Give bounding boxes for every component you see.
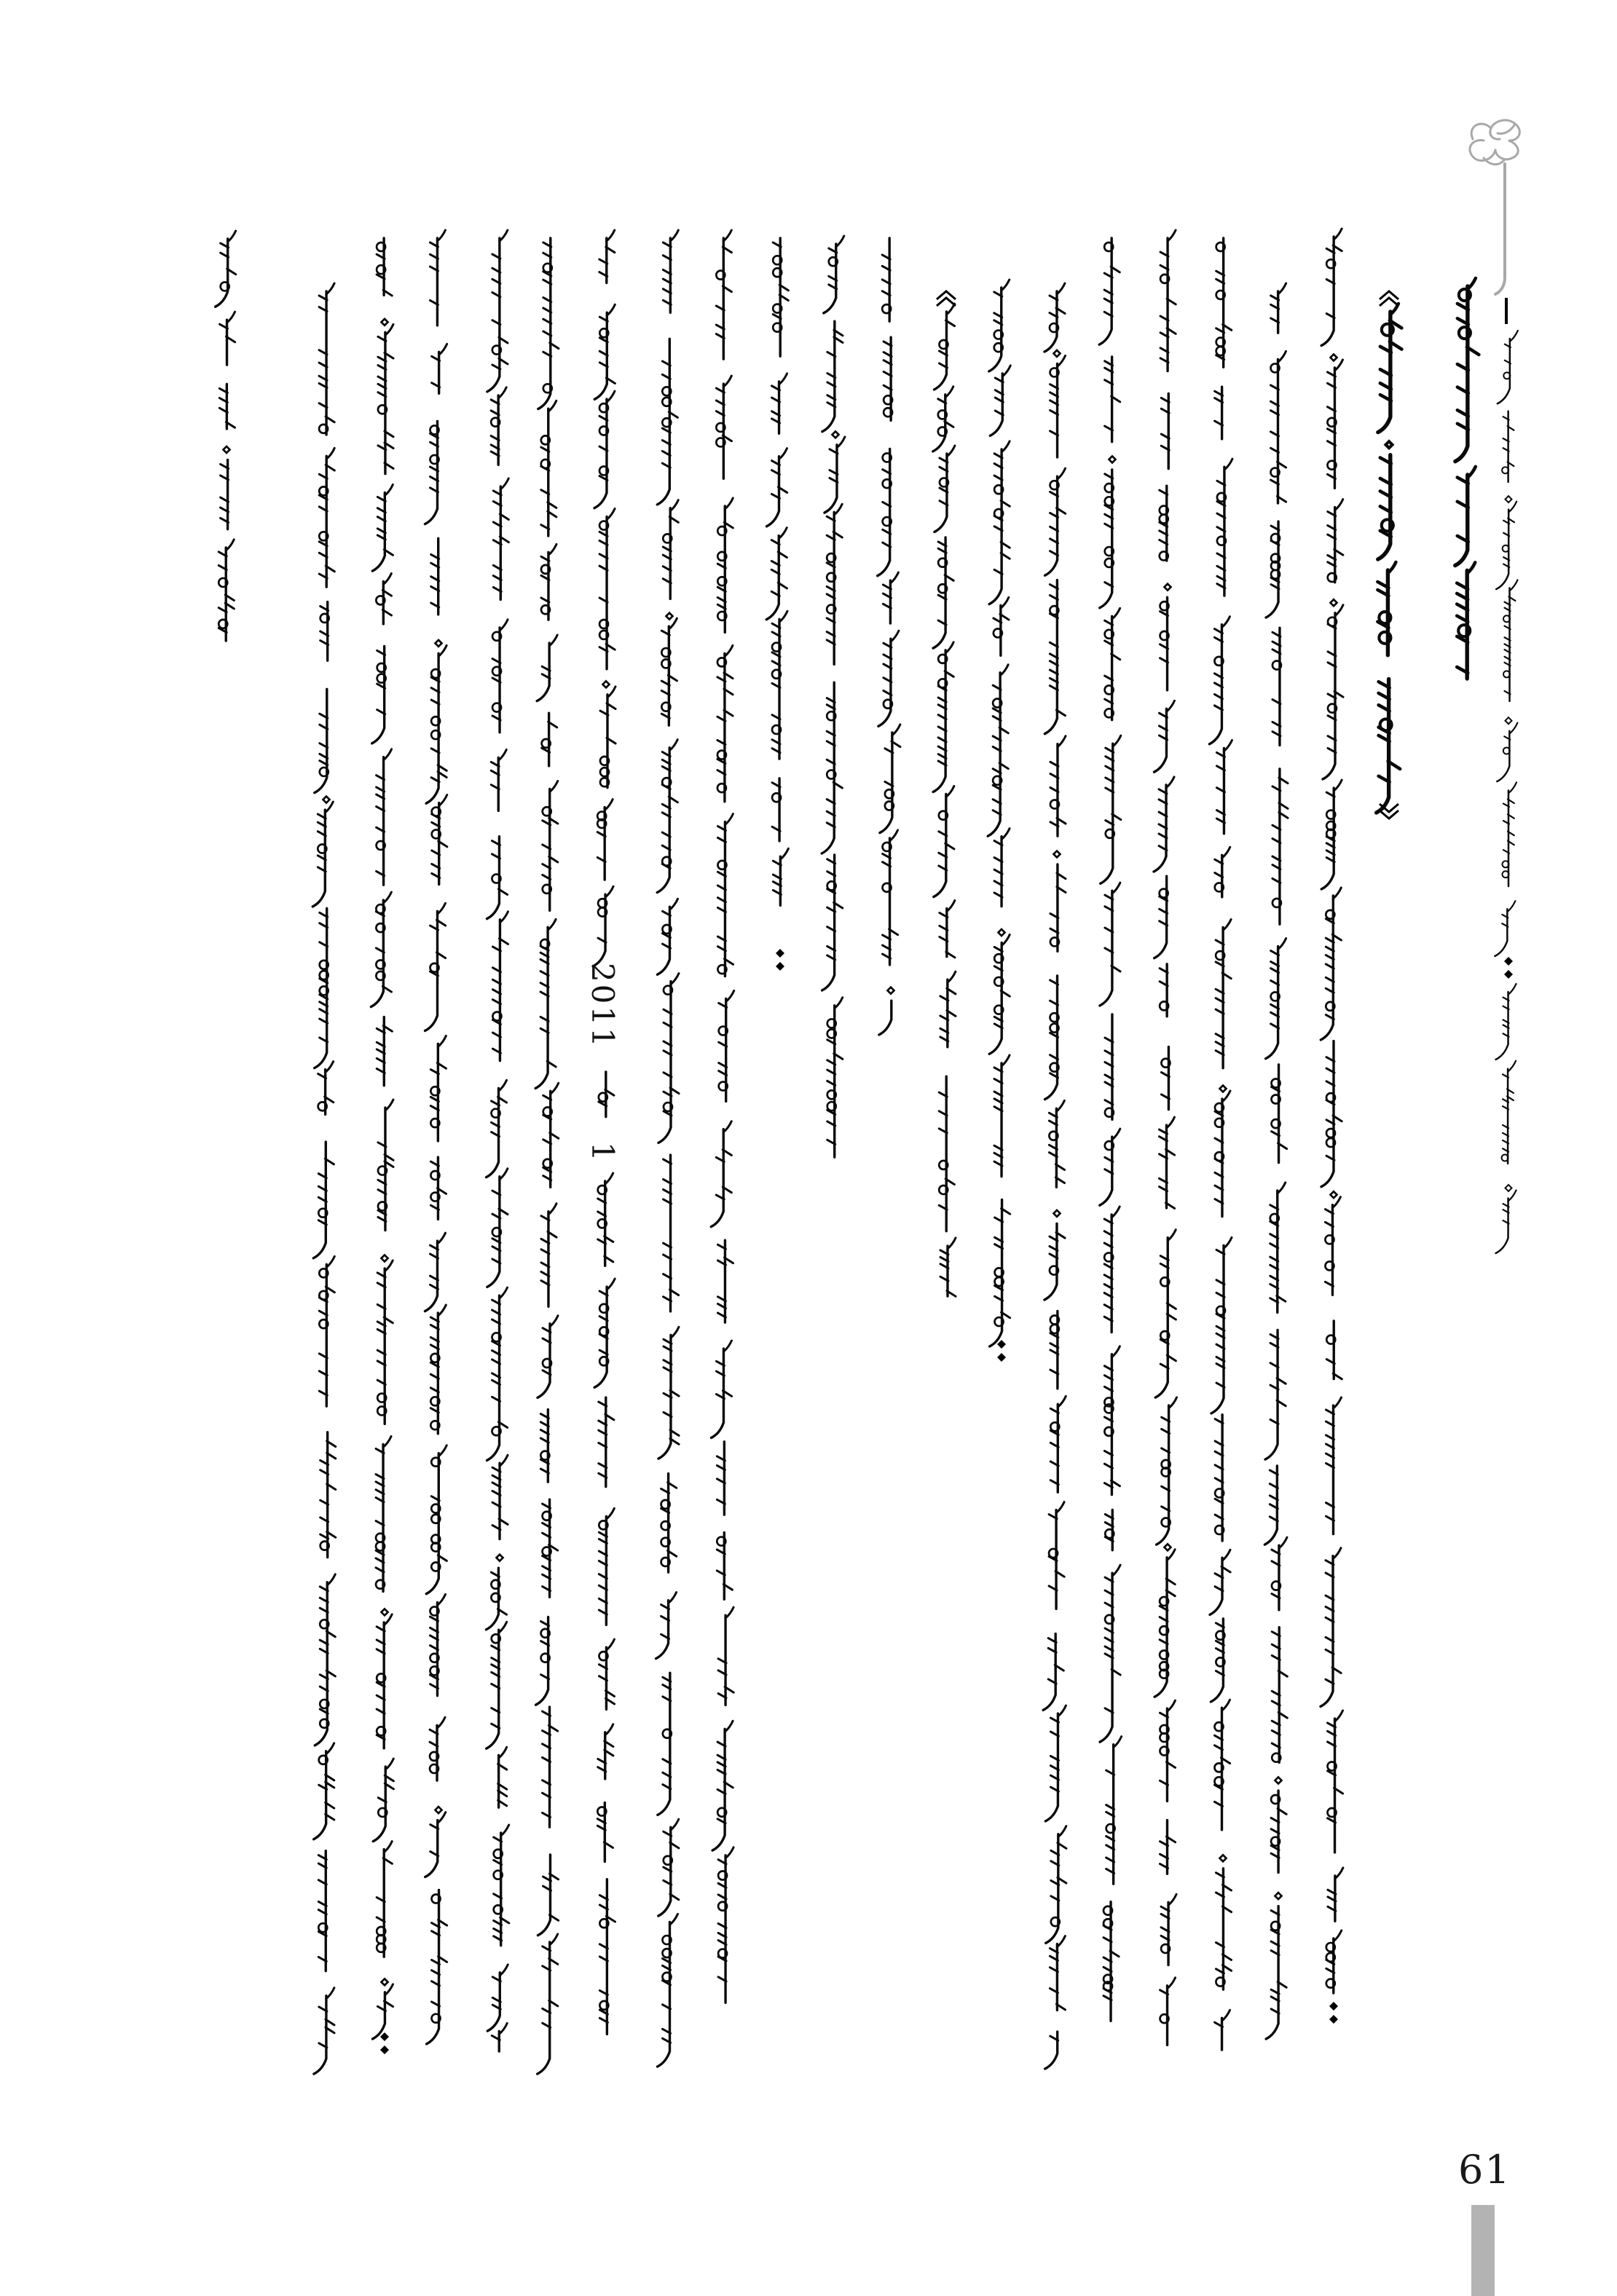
text-column <box>1209 238 1232 2050</box>
inline-issue-number: 1 <box>585 1142 621 1161</box>
text-column <box>822 236 845 1157</box>
text-column <box>878 238 900 1035</box>
final-punctuation-mark <box>1329 2002 1338 2024</box>
final-punctuation-mark <box>997 1340 1006 1362</box>
text-column <box>535 238 559 2074</box>
final-punctuation-mark <box>380 2032 389 2054</box>
text-column <box>766 238 788 971</box>
text-column <box>1154 230 1177 2045</box>
text-column <box>1099 238 1121 2021</box>
page-edge-bar <box>1471 2205 1495 2296</box>
text-column <box>216 231 236 641</box>
final-punctuation-mark <box>1504 957 1513 979</box>
quote-close-mark <box>1380 804 1398 818</box>
text-column <box>425 230 446 2044</box>
text-column <box>1264 283 1288 2039</box>
text-column <box>486 230 508 2051</box>
text-column <box>1043 283 1066 2069</box>
text-column <box>711 230 733 2003</box>
text-column <box>1321 229 1343 2024</box>
page-number: 61 <box>1458 2147 1511 2193</box>
quote-open-mark <box>1380 291 1398 306</box>
quote-open-mark <box>937 291 956 306</box>
text-column <box>1455 278 1479 679</box>
text-column <box>1377 291 1402 818</box>
text-column <box>312 283 335 2074</box>
text-column <box>656 230 680 2067</box>
final-punctuation-mark <box>776 949 784 971</box>
text-column <box>933 291 956 1296</box>
inline-year-digits: 2011 <box>585 963 621 1049</box>
text-column <box>371 238 393 2054</box>
text-column <box>1495 331 1518 1253</box>
text-column <box>593 230 615 2034</box>
text-column <box>988 280 1010 1362</box>
